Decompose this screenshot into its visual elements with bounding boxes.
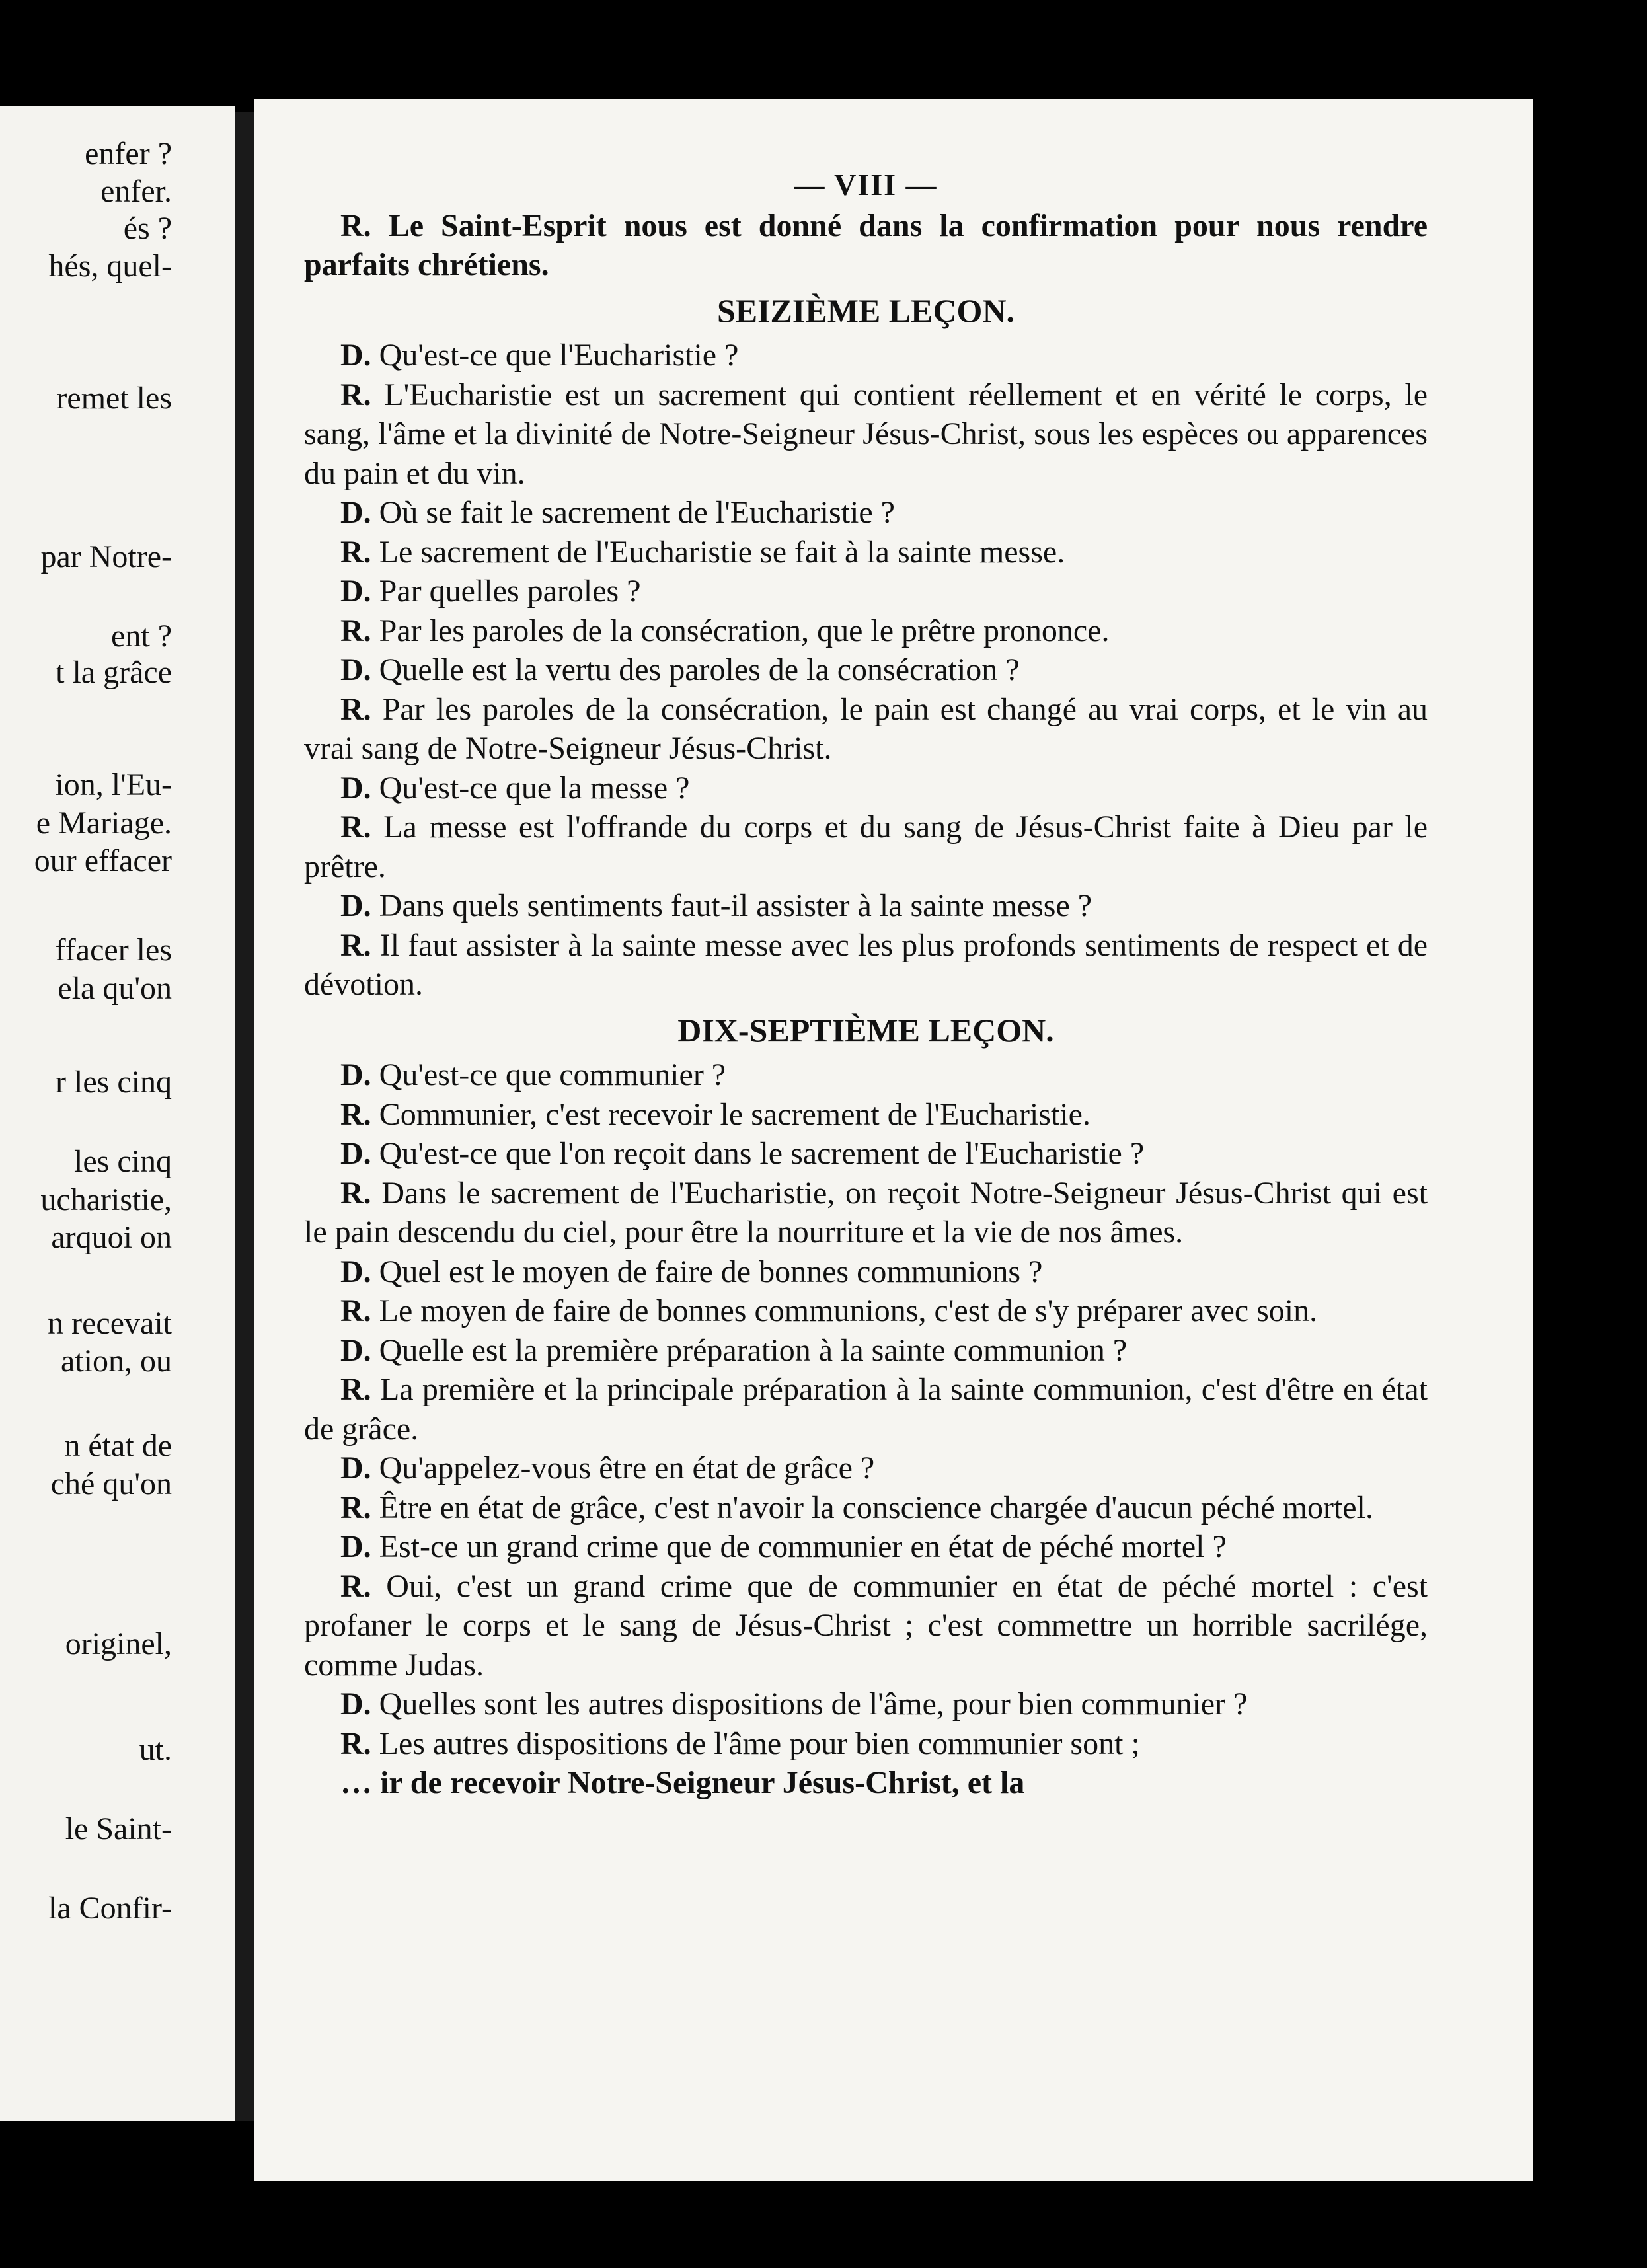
left-page-line: ation, ou [61, 1343, 172, 1379]
paragraph-label: R. [340, 377, 371, 412]
paragraph-label: R. [340, 1096, 371, 1132]
paragraph-text: La première et la principale préparation à la sainte communion, c'est d'être en état de grâce. [304, 1372, 1428, 1447]
question-paragraph [304, 336, 1428, 375]
page-content [304, 165, 1428, 1803]
book-spine [235, 112, 254, 2121]
paragraph-label: D. [340, 1529, 371, 1564]
left-page-line: e Mariage. [36, 806, 172, 841]
paragraph-label: R. [340, 927, 371, 963]
left-page-line: r les cinq [56, 1065, 172, 1100]
intro-paragraph [304, 206, 1428, 285]
answer-paragraph [304, 1095, 1428, 1135]
paragraph-text: Le moyen de faire de bonnes communions, c'est de s'y préparer avec soin. [379, 1293, 1318, 1328]
answer-paragraph [304, 1488, 1428, 1528]
left-page-line: ffacer les [55, 932, 172, 967]
left-page-line: enfer. [100, 174, 172, 209]
paragraph-text: Le sacrement de l'Eucharistie se fait à la sainte messe. [379, 534, 1065, 570]
paragraph-label: D. [340, 1451, 371, 1486]
left-page-line: originel, [65, 1626, 172, 1661]
paragraph-text: Être en état de grâce, c'est n'avoir la conscience chargée d'aucun péché mortel. [379, 1490, 1373, 1525]
answer-paragraph [304, 1724, 1428, 1764]
left-page-line: hés, quel- [48, 248, 172, 284]
cut-off-line: … ir de recevoir Notre-Seigneur Jésus-Christ, et la [340, 1765, 1025, 1800]
left-page-line: arquoi on [51, 1220, 172, 1255]
paragraph-label: D. [340, 1686, 371, 1721]
question-paragraph [304, 1527, 1428, 1567]
page-number: — VIII — [794, 168, 938, 202]
paragraph-text: Quel est le moyen de faire de bonnes communions ? [379, 1254, 1043, 1289]
paragraph-label: R. [340, 1372, 371, 1407]
question-paragraph [304, 1449, 1428, 1488]
left-page-line: la Confir- [48, 1891, 172, 1926]
paragraph-label: D. [340, 338, 371, 373]
paragraph-text: Les autres dispositions de l'âme pour bien communier sont ; [379, 1725, 1140, 1761]
question-paragraph [304, 886, 1428, 926]
left-page-line: n recevait [48, 1306, 172, 1341]
left-page-line: remet les [56, 381, 172, 416]
question-paragraph [304, 1252, 1428, 1292]
paragraph-label: D. [340, 1057, 371, 1092]
answer-paragraph [304, 611, 1428, 651]
left-page-line: ent ? [111, 619, 172, 654]
intro-text: Le Saint-Esprit nous est donné dans la confirmation pour nous rendre parfaits chrétiens. [304, 208, 1428, 282]
paragraph-text: Qu'est-ce que communier ? [379, 1057, 726, 1092]
paragraph-label: D. [340, 652, 371, 687]
paragraph-text: Qu'appelez-vous être en état de grâce ? [379, 1451, 875, 1486]
paragraph-text: Dans quels sentiments faut-il assister à la sainte messe ? [379, 888, 1092, 923]
question-paragraph [304, 769, 1428, 808]
paragraph-label: R. [340, 1490, 371, 1525]
right-page [254, 99, 1533, 2181]
paragraph-text: Par les paroles de la consécration, le pain est changé au vrai corps, et le vin au vrai sang de Notre-Seigneur Jésus-Christ. [304, 691, 1428, 766]
paragraph-label: D. [340, 1136, 371, 1171]
answer-paragraph [304, 1291, 1428, 1331]
left-page-line: par Notre- [40, 539, 172, 574]
paragraph-text: Quelles sont les autres dispositions de l'âme, pour bien communier ? [379, 1686, 1248, 1721]
paragraph-text: Dans le sacrement de l'Eucharistie, on reçoit Notre-Seigneur Jésus-Christ qui est le pain descendu du ciel, pour être la nourriture et la vie de nos âmes. [304, 1175, 1428, 1250]
paragraph-label: D. [340, 495, 371, 530]
left-page-line: ela qu'on [57, 971, 172, 1006]
paragraph-text: Quelle est la première préparation à la sainte communion ? [379, 1332, 1128, 1368]
answer-paragraph [304, 808, 1428, 886]
paragraph-text: Qu'est-ce que l'Eucharistie ? [379, 338, 739, 373]
answer-paragraph [304, 1567, 1428, 1685]
question-paragraph [304, 1331, 1428, 1371]
left-page-line: enfer ? [85, 136, 172, 171]
paragraph-label: D. [340, 574, 371, 609]
answer-paragraph [304, 533, 1428, 572]
paragraph-label: R. [340, 691, 371, 727]
left-page-line: ché qu'on [50, 1466, 172, 1501]
intro-label: R. [340, 208, 371, 243]
paragraph-text: Où se fait le sacrement de l'Eucharistie ? [379, 495, 895, 530]
question-paragraph [304, 493, 1428, 533]
paragraph-text: La messe est l'offrande du corps et du sang de Jésus-Christ faite à Dieu par le prêtre. [304, 810, 1428, 884]
left-page-line: les cinq [74, 1144, 172, 1179]
paragraph-text: Qu'est-ce que la messe ? [379, 770, 690, 806]
paragraph-text: Par quelles paroles ? [379, 574, 641, 609]
paragraph-label: R. [340, 613, 371, 648]
paragraph-label: R. [340, 1725, 371, 1761]
left-page-line: t la grâce [56, 655, 172, 690]
answer-paragraph [304, 375, 1428, 494]
lesson-heading: DIX-SEPTIÈME LEÇON. [677, 1011, 1054, 1049]
paragraph-text: L'Eucharistie est un sacrement qui contient réellement et en vérité le corps, le sang, l'âme et la divinité de Notre-Seigneur Jésus-Christ, sous les espèces ou apparences du pain et du vin. [304, 377, 1428, 491]
answer-paragraph [304, 926, 1428, 1004]
paragraph-label: D. [340, 888, 371, 923]
left-page-line: ut. [139, 1732, 172, 1767]
question-paragraph [304, 1684, 1428, 1724]
left-page-line: és ? [123, 211, 172, 246]
paragraph-label: D. [340, 770, 371, 806]
paragraph-text: Par les paroles de la consécration, que le prêtre prononce. [379, 613, 1110, 648]
paragraph-text: Oui, c'est un grand crime que de communier en état de péché mortel : c'est profaner le corps et le sang de Jésus-Christ ; c'est commettre un horrible sacrilége, comme Judas. [304, 1568, 1428, 1682]
paragraph-text: Il faut assister à la sainte messe avec les plus profonds sentiments de respect et de dévotion. [304, 927, 1428, 1002]
paragraph-label: R. [340, 810, 371, 845]
left-page-line: n état de [64, 1428, 172, 1463]
question-paragraph [304, 1134, 1428, 1174]
lesson-heading: SEIZIÈME LEÇON. [716, 291, 1015, 329]
paragraph-label: R. [340, 1293, 371, 1328]
paragraph-label: D. [340, 1254, 371, 1289]
lesson-sections [304, 291, 1428, 1764]
paragraph-text: Communier, c'est recevoir le sacrement de l'Eucharistie. [379, 1096, 1091, 1132]
left-page-line: le Saint- [65, 1811, 172, 1846]
question-paragraph [304, 572, 1428, 611]
paragraph-label: R. [340, 1175, 371, 1211]
paragraph-label: D. [340, 1332, 371, 1368]
left-page-line: our effacer [34, 843, 172, 878]
paragraph-label: R. [340, 1568, 371, 1604]
paragraph-text: Est-ce un grand crime que de communier en état de péché mortel ? [379, 1529, 1227, 1564]
question-paragraph [304, 1055, 1428, 1095]
paragraph-label: R. [340, 534, 371, 570]
paragraph-text: Qu'est-ce que l'on reçoit dans le sacrement de l'Eucharistie ? [379, 1136, 1145, 1171]
answer-paragraph [304, 1370, 1428, 1449]
question-paragraph [304, 650, 1428, 690]
paragraph-text: Quelle est la vertu des paroles de la consécration ? [379, 652, 1020, 687]
answer-paragraph [304, 1174, 1428, 1252]
left-page-line: ucharistie, [40, 1182, 172, 1217]
left-page-line: ion, l'Eu- [55, 767, 172, 802]
answer-paragraph [304, 690, 1428, 769]
left-page [0, 106, 235, 2121]
